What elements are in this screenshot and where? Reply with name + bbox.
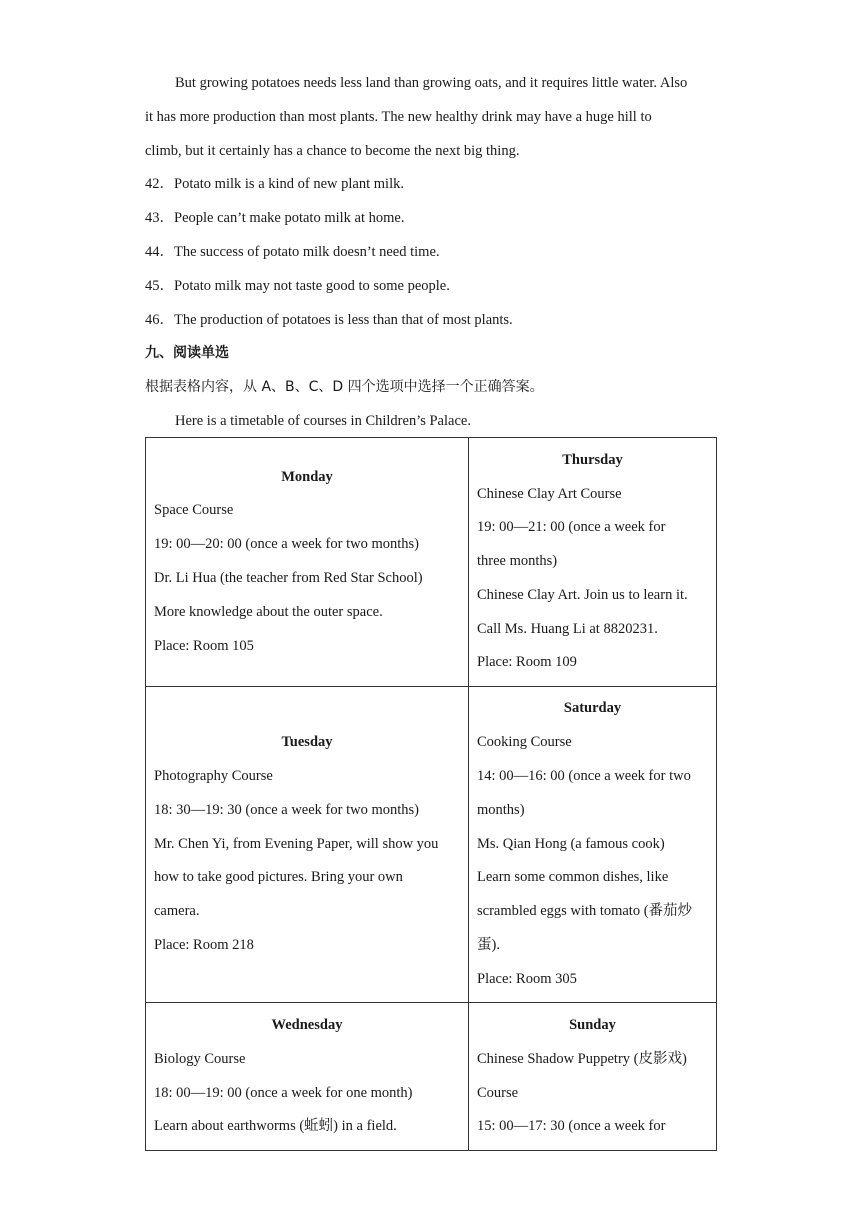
monday-cell: [146, 438, 469, 687]
course-line: 15: 00—17: 30 (once a week for: [477, 1118, 666, 1135]
course-line: Place: Room 109: [477, 654, 577, 671]
course-line: Mr. Chen Yi, from Evening Paper, will show you: [154, 835, 439, 852]
course-line: 18: 30—19: 30 (once a week for two months): [154, 801, 419, 818]
statement-44: 44．The success of potato milk doesn’t need time.: [145, 244, 440, 260]
tuesday-cell: [146, 687, 469, 1003]
course-line: Place: Room 105: [154, 637, 254, 654]
day-heading: Wednesday: [271, 1016, 343, 1033]
course-line: Call Ms. Huang Li at 8820231.: [477, 620, 658, 637]
wednesday-cell: [146, 1003, 469, 1151]
course-line: months): [477, 801, 525, 818]
course-line: 19: 00—21: 00 (once a week for: [477, 519, 666, 536]
course-line: Cooking Course: [477, 734, 572, 751]
course-line: 19: 00—20: 00 (once a week for two months): [154, 536, 419, 553]
course-line: three months): [477, 553, 558, 570]
course-line: Place: Room 218: [154, 936, 254, 953]
table-row: [146, 687, 717, 1003]
course-line: 18: 00—19: 00 (once a week for one month): [154, 1084, 413, 1101]
table-row: [146, 438, 717, 687]
timetable-intro: Here is a timetable of courses in Children’s Palace.: [175, 413, 471, 429]
statement-42: 42．Potato milk is a kind of new plant milk.: [145, 176, 404, 192]
day-heading: Monday: [281, 468, 333, 485]
section-instruction: 根据表格内容，从 A、B、C、D 四个选项中选择一个正确答案。: [145, 379, 544, 395]
course-line: Learn some common dishes, like: [477, 869, 669, 886]
course-line: how to take good pictures. Bring your own: [154, 869, 403, 886]
statement-46: 46．The production of potatoes is less than that of most plants.: [145, 312, 513, 328]
course-line: 蛋).: [477, 936, 500, 953]
passage-line: climb, but it certainly has a chance to become the next big thing.: [145, 143, 520, 159]
course-line: Course: [477, 1084, 519, 1101]
course-line: scrambled eggs with tomato (番茄炒: [477, 903, 693, 920]
day-heading: Thursday: [562, 451, 623, 468]
thursday-cell: [469, 438, 717, 687]
course-line: Place: Room 305: [477, 970, 577, 987]
day-heading: Sunday: [569, 1016, 616, 1033]
course-timetable: [145, 437, 717, 1151]
passage-line: it has more production than most plants. The new healthy drink may have a huge hill to: [145, 109, 652, 125]
course-line: 14: 00—16: 00 (once a week for two: [477, 768, 691, 784]
passage-line: But growing potatoes needs less land than growing oats, and it requires little water. Also: [175, 75, 688, 91]
section-heading: 九、阅读单选: [145, 345, 229, 361]
day-heading: Saturday: [563, 700, 622, 717]
course-line: Learn about earthworms (蚯蚓) in a field.: [154, 1118, 397, 1135]
statement-45: 45．Potato milk may not taste good to some people.: [145, 278, 450, 294]
course-line: camera.: [154, 903, 200, 920]
course-line: Chinese Clay Art Course: [477, 485, 622, 502]
statement-43: 43．People can’t make potato milk at home.: [145, 210, 405, 226]
course-line: Dr. Li Hua (the teacher from Red Star School): [154, 570, 423, 586]
day-heading: Tuesday: [281, 734, 333, 751]
course-line: Biology Course: [154, 1050, 246, 1067]
course-line: More knowledge about the outer space.: [154, 603, 383, 620]
course-line: Chinese Clay Art. Join us to learn it.: [477, 586, 688, 603]
sunday-cell: [469, 1003, 717, 1151]
course-line: Ms. Qian Hong (a famous cook): [477, 835, 665, 852]
course-line: Photography Course: [154, 768, 273, 784]
table-row: [146, 1003, 717, 1151]
course-line: Space Course: [154, 502, 234, 519]
saturday-cell: [469, 687, 717, 1003]
course-line: Chinese Shadow Puppetry (皮影戏): [477, 1050, 687, 1067]
